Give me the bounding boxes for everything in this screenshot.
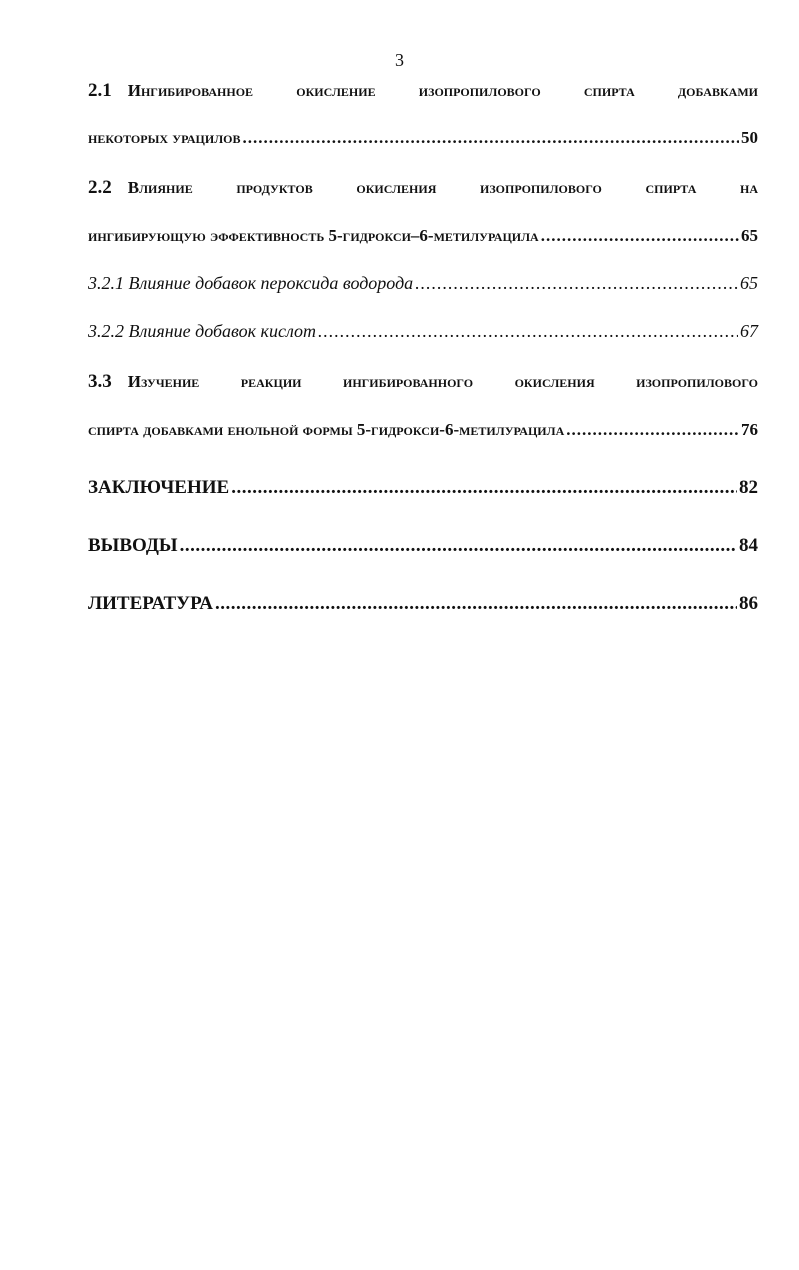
dot-leader [566,420,739,440]
dot-leader [318,321,738,342]
toc-entry-2-1-number: 2.1 [88,80,112,101]
toc-entry-3-2-1 [88,273,758,294]
toc-entry-3-2-1-page: 65 [740,273,758,293]
toc-entry-findings-line [88,535,758,557]
toc-entry-2-1-line1 [88,80,758,102]
toc-entry-2-2-title-cont: ингибирующую эффективность 5-гидрокси–6-метилурацила [88,226,539,245]
toc-entry-3-2-2-title: 3.2.2 Влияние добавок кислот [88,321,317,341]
toc-entry-3-3-line2 [88,420,758,440]
toc-entry-2-2-title: Влияние продуктов окисления изопропилового спирта на [127,178,758,197]
toc-entry-2-2 [88,177,758,199]
toc-entry-literature-page: 86 [739,593,758,614]
dot-leader [415,273,738,294]
toc-entry-literature [88,593,758,615]
toc-entry-conclusion-page: 82 [739,477,758,498]
toc-entry-conclusion [88,477,758,499]
toc-entry-literature-line [88,593,758,615]
toc-entry-2-1-line2 [88,128,758,148]
toc-entry-3-3-cont [88,420,758,440]
toc-entry-conclusion-title: ЗАКЛЮЧЕНИЕ [88,477,230,498]
dot-leader [243,128,740,148]
toc-entry-2-1 [88,80,758,102]
toc-entry-2-1-title-cont: некоторых урацилов [88,128,241,147]
toc-entry-3-2-2 [88,321,758,342]
dot-leader [215,593,737,615]
toc-entry-3-2-2-line [88,321,758,342]
toc-entry-2-2-cont [88,226,758,246]
toc-entry-3-3-page: 76 [741,420,758,439]
toc-entry-findings-title: ВЫВОДЫ [88,535,178,556]
toc-entry-3-2-1-title: 3.2.1 Влияние добавок пероксида водорода [88,273,414,293]
toc-entry-3-3-number: 3.3 [88,371,112,392]
toc-entry-3-3-line1 [88,371,758,393]
toc-entry-3-3 [88,371,758,393]
toc-entry-findings-page: 84 [739,535,758,556]
toc-entry-3-3-title: Изучение реакции ингибированного окисления изопропилового [127,372,758,391]
toc-entry-conclusion-line [88,477,758,499]
toc-entry-2-2-line1 [88,177,758,199]
toc-entry-2-2-line2 [88,226,758,246]
page-number: 3 [395,50,404,70]
toc-entry-3-3-title-cont: спирта добавками енольной формы 5-гидрокси-6-метилурацила [88,420,565,439]
dot-leader [231,477,737,499]
dot-leader [180,535,737,557]
toc-entry-3-2-1-line [88,273,758,294]
toc-entry-2-2-page: 65 [741,226,758,245]
toc-entry-2-2-number: 2.2 [88,177,112,198]
toc-entry-findings [88,535,758,557]
dot-leader [541,226,739,246]
toc-entry-3-2-2-page: 67 [740,321,758,341]
toc-entry-2-1-title: Ингибированное окисление изопропилового спирта добавками [127,81,758,100]
toc-entry-2-1-cont [88,128,758,148]
toc-entry-2-1-page: 50 [741,128,758,147]
toc-entry-literature-title: ЛИТЕРАТУРА [88,593,214,614]
